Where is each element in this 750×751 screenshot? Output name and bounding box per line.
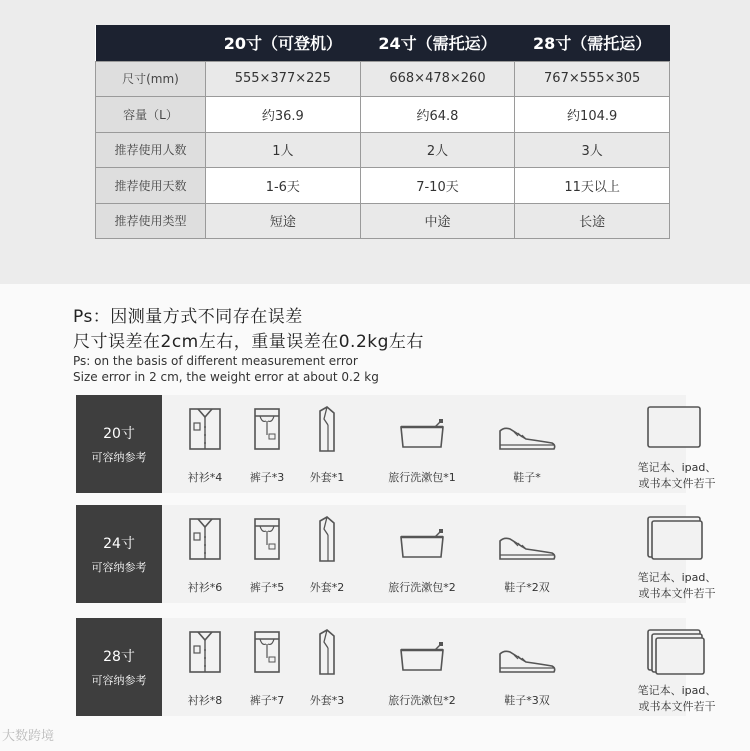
capacity-item	[472, 395, 582, 493]
table-corner	[96, 25, 206, 61]
table-cell: 1-6天	[206, 168, 361, 204]
capacity-item	[302, 395, 352, 493]
capacity-block	[76, 505, 717, 603]
capacity-sub: 可容纳参考	[91, 674, 147, 687]
table-cell: 约104.9	[515, 97, 670, 133]
table-cell: 668×478×260	[360, 61, 515, 97]
capacity-size-label	[76, 618, 162, 716]
capacity-item	[180, 618, 230, 716]
item-label: 衬衫*6	[187, 581, 223, 594]
capacity-size: 28寸	[103, 649, 135, 665]
shirt-icon	[188, 407, 222, 451]
table-cell: 短途	[206, 203, 361, 239]
capacity-size-label	[76, 395, 162, 493]
row-label: 尺寸(mm)	[96, 61, 206, 97]
capacity-item	[472, 505, 582, 603]
table-cell: 1人	[206, 132, 361, 168]
item-label: 笔记本、ipad、	[637, 684, 717, 697]
table-row	[96, 203, 670, 239]
row-label: 推荐使用类型	[96, 203, 206, 239]
capacity-size-label	[76, 505, 162, 603]
sneaker-icon	[496, 646, 558, 676]
capacity-block	[76, 395, 717, 493]
spec-table	[95, 25, 670, 239]
capacity-item	[472, 618, 582, 716]
capacity-sub: 可容纳参考	[91, 451, 147, 464]
item-label: 鞋子*2双	[504, 581, 550, 594]
table-cell: 3人	[515, 132, 670, 168]
jacket-icon	[316, 405, 338, 453]
table-row	[96, 97, 670, 133]
capacity-item	[622, 395, 732, 493]
item-label: 笔记本、ipad、	[637, 461, 717, 474]
capacity-block	[76, 618, 717, 716]
toiletry-bag-icon	[397, 642, 447, 674]
item-label: 旅行洗漱包*1	[388, 471, 456, 484]
spec-table-area	[0, 0, 750, 284]
capacity-item	[622, 505, 732, 603]
sneaker-icon	[496, 423, 558, 453]
laptop-books-icon	[644, 513, 710, 563]
table-cell: 11天以上	[515, 168, 670, 204]
note-en-line2: Size error in 2 cm, the weight error at about 0.2 kg	[73, 370, 379, 384]
capacity-item	[242, 618, 292, 716]
table-row	[96, 168, 670, 204]
capacity-sub: 可容纳参考	[91, 561, 147, 574]
laptop-books-icon	[644, 403, 710, 453]
item-label: 笔记本、ipad、	[637, 571, 717, 584]
shirt-icon	[188, 630, 222, 674]
laptop-books-icon	[644, 626, 710, 676]
item-label: 裤子*7	[249, 694, 285, 707]
table-cell: 555×377×225	[206, 61, 361, 97]
note-cn-line2: 尺寸误差在2cm左右，重量误差在0.2kg左右	[73, 332, 424, 352]
capacity-item	[622, 618, 732, 716]
capacity-items	[162, 618, 717, 716]
row-label: 容量（L）	[96, 97, 206, 133]
row-label: 推荐使用人数	[96, 132, 206, 168]
capacity-item	[242, 505, 292, 603]
sneaker-icon	[496, 533, 558, 563]
item-label: 鞋子*3双	[504, 694, 550, 707]
table-cell: 767×555×305	[515, 61, 670, 97]
pants-icon	[252, 517, 282, 561]
jacket-icon	[316, 628, 338, 676]
item-label: 或书本文件若干	[638, 477, 716, 490]
shirt-icon	[188, 517, 222, 561]
capacity-items	[162, 505, 717, 603]
row-label: 推荐使用天数	[96, 168, 206, 204]
toiletry-bag-icon	[397, 529, 447, 561]
item-label: 外套*2	[309, 581, 345, 594]
header-20: 20寸（可登机）	[206, 25, 361, 61]
table-row	[96, 132, 670, 168]
item-label: 旅行洗漱包*2	[388, 581, 456, 594]
table-cell: 约64.8	[360, 97, 515, 133]
capacity-size: 20寸	[103, 426, 135, 442]
pants-icon	[252, 630, 282, 674]
toiletry-bag-icon	[397, 419, 447, 451]
capacity-item	[302, 505, 352, 603]
capacity-item	[242, 395, 292, 493]
item-label: 衬衫*8	[187, 694, 223, 707]
table-cell: 长途	[515, 203, 670, 239]
item-label: 或书本文件若干	[638, 700, 716, 713]
capacity-items	[162, 395, 717, 493]
header-24: 24寸（需托运）	[360, 25, 515, 61]
item-label: 旅行洗漱包*2	[388, 694, 456, 707]
item-label: 裤子*5	[249, 581, 285, 594]
item-label: 或书本文件若干	[638, 587, 716, 600]
item-label: 外套*3	[309, 694, 345, 707]
header-28: 28寸（需托运）	[515, 25, 670, 61]
note-en-line1: Ps: on the basis of different measurement error	[73, 354, 358, 368]
item-label: 外套*1	[309, 471, 345, 484]
table-row	[96, 61, 670, 97]
item-label: 裤子*3	[249, 471, 285, 484]
table-cell: 约36.9	[206, 97, 361, 133]
table-cell: 中途	[360, 203, 515, 239]
pants-icon	[252, 407, 282, 451]
capacity-item	[302, 618, 352, 716]
capacity-item	[362, 505, 482, 603]
table-cell: 7-10天	[360, 168, 515, 204]
item-label: 衬衫*4	[187, 471, 223, 484]
capacity-item	[180, 505, 230, 603]
spec-table-header	[96, 25, 670, 61]
capacity-size: 24寸	[103, 536, 135, 552]
table-cell: 2人	[360, 132, 515, 168]
capacity-item	[362, 618, 482, 716]
capacity-item	[180, 395, 230, 493]
watermark: 大数跨境	[2, 729, 55, 744]
item-label: 鞋子*	[513, 471, 541, 484]
capacity-item	[362, 395, 482, 493]
jacket-icon	[316, 515, 338, 563]
note-cn-line1: Ps：因测量方式不同存在误差	[73, 307, 303, 327]
